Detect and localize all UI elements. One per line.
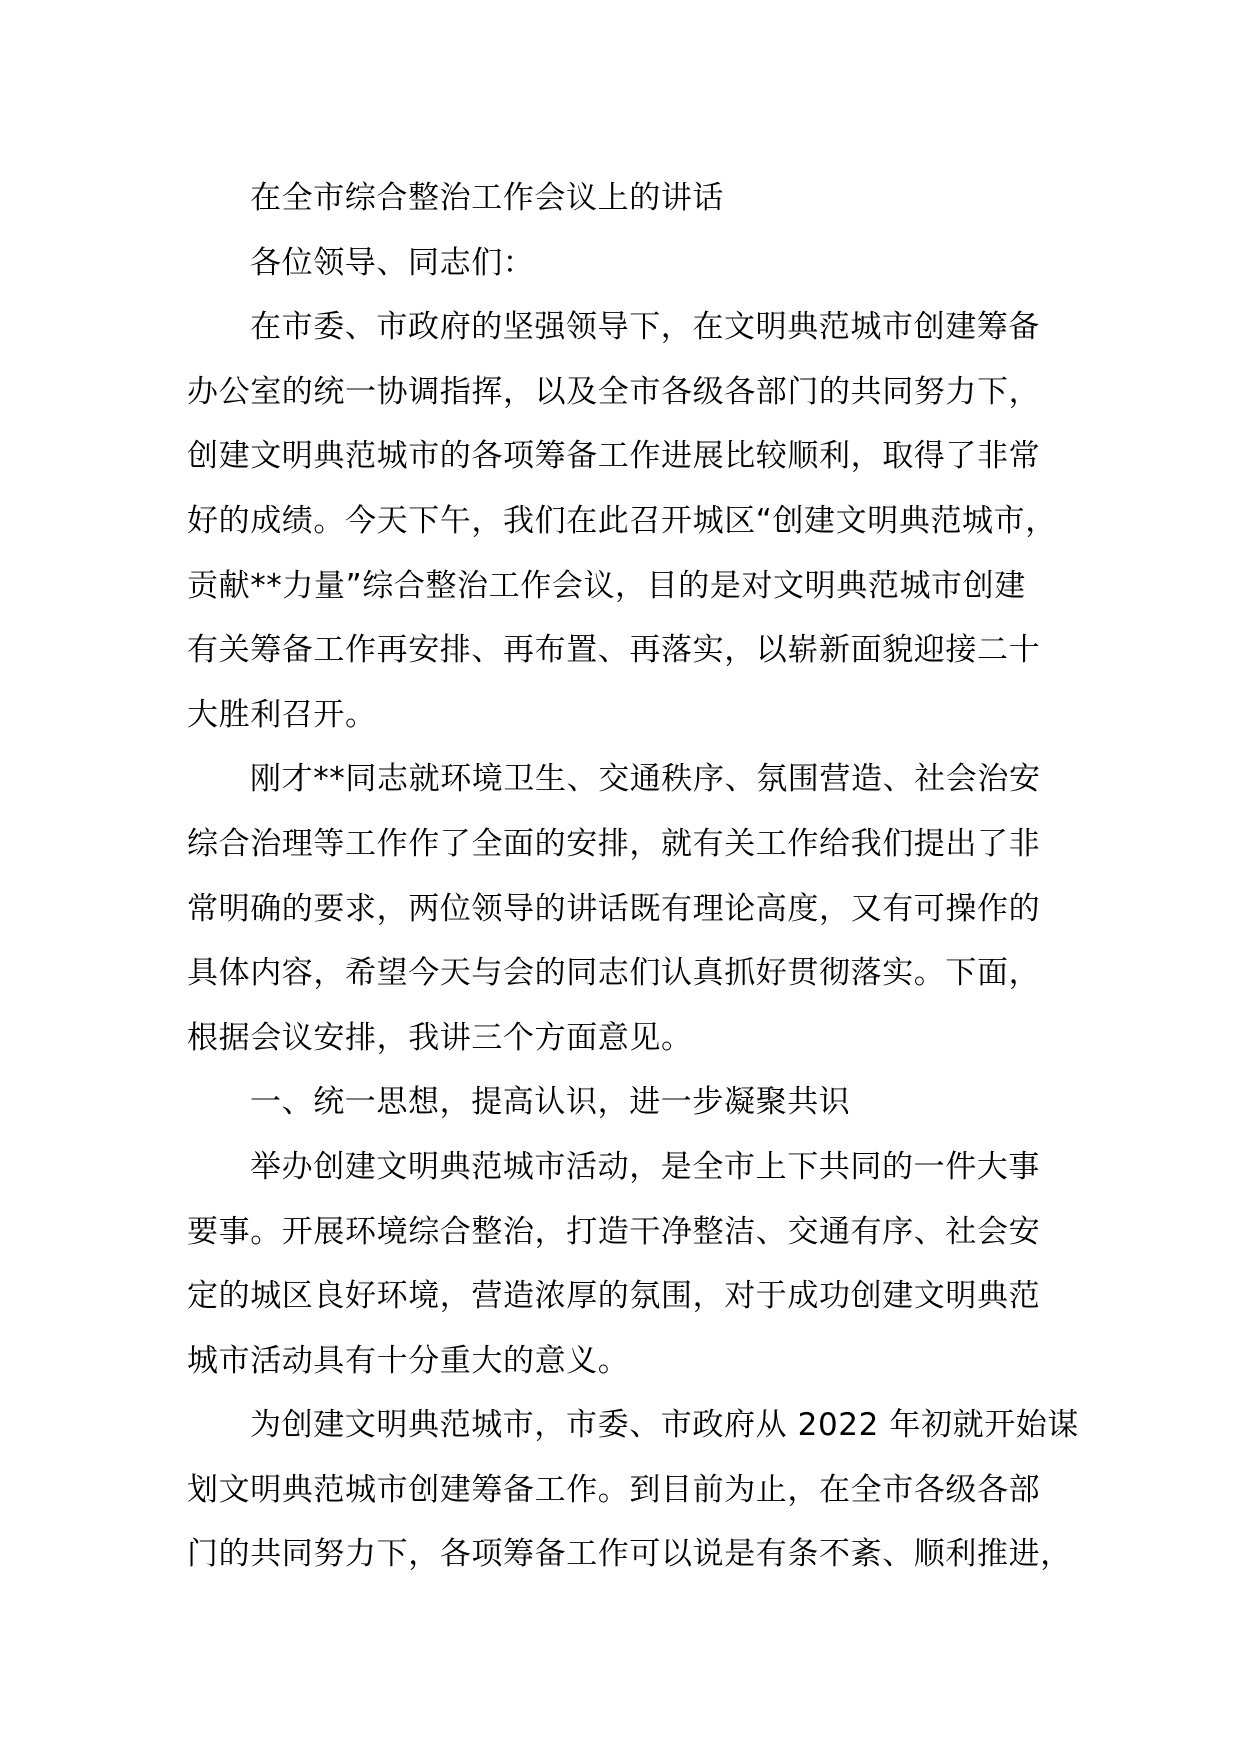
text-line: 常明确的要求，两位领导的讲话既有理论高度，又有可操作的 [187, 890, 1041, 927]
section-heading: 一、统一思想，提高认识，进一步凝聚共识 [250, 1084, 851, 1121]
speech-body [187, 166, 1087, 1587]
text-line: 创建文明典范城市的各项筹备工作进展比较顺利，取得了非常 [187, 438, 1041, 475]
text-line: 大胜利召开。 [187, 696, 377, 733]
text-line: 为创建文明典范城市，市委、市政府从 2022 年初就开始谋 [250, 1407, 1079, 1444]
text-line: 举办创建文明典范城市活动，是全市上下共同的一件大事 [250, 1148, 1040, 1185]
text-line: 门的共同努力下，各项筹备工作可以说是有条不紊、顺利推进， [187, 1536, 1072, 1573]
text-line: 划文明典范城市创建筹备工作。到目前为止，在全市各级各部 [187, 1471, 1041, 1508]
text-line: 要事。开展环境综合整治，打造干净整洁、交通有序、社会安 [187, 1213, 1041, 1250]
text-line: 贡献**力量”综合整治工作会议，目的是对文明典范城市创建 [187, 567, 1026, 604]
text-line: 刚才**同志就环境卫生、交通秩序、氛围营造、社会治安 [250, 761, 1041, 798]
text-line: 定的城区良好环境，营造浓厚的氛围，对于成功创建文明典范 [187, 1278, 1041, 1315]
text-line: 好的成绩。今天下午，我们在此召开城区“创建文明典范城市， [187, 502, 1057, 539]
salutation: 各位领导、同志们： [250, 244, 535, 281]
speech-title: 在全市综合整治工作会议上的讲话 [250, 180, 724, 216]
text-line: 办公室的统一协调指挥，以及全市各级各部门的共同努力下， [187, 373, 1041, 410]
text-line: 综合治理等工作作了全面的安排，就有关工作给我们提出了非 [187, 825, 1041, 862]
text-line: 根据会议安排，我讲三个方面意见。 [187, 1019, 693, 1056]
text-line: 有关筹备工作再安排、再布置、再落实，以崭新面貌迎接二十 [187, 632, 1041, 669]
text-line: 城市活动具有十分重大的意义。 [187, 1342, 630, 1379]
text-line: 具体内容，希望今天与会的同志们认真抓好贯彻落实。下面， [187, 955, 1041, 992]
text-line: 在市委、市政府的坚强领导下，在文明典范城市创建筹备 [250, 309, 1040, 346]
